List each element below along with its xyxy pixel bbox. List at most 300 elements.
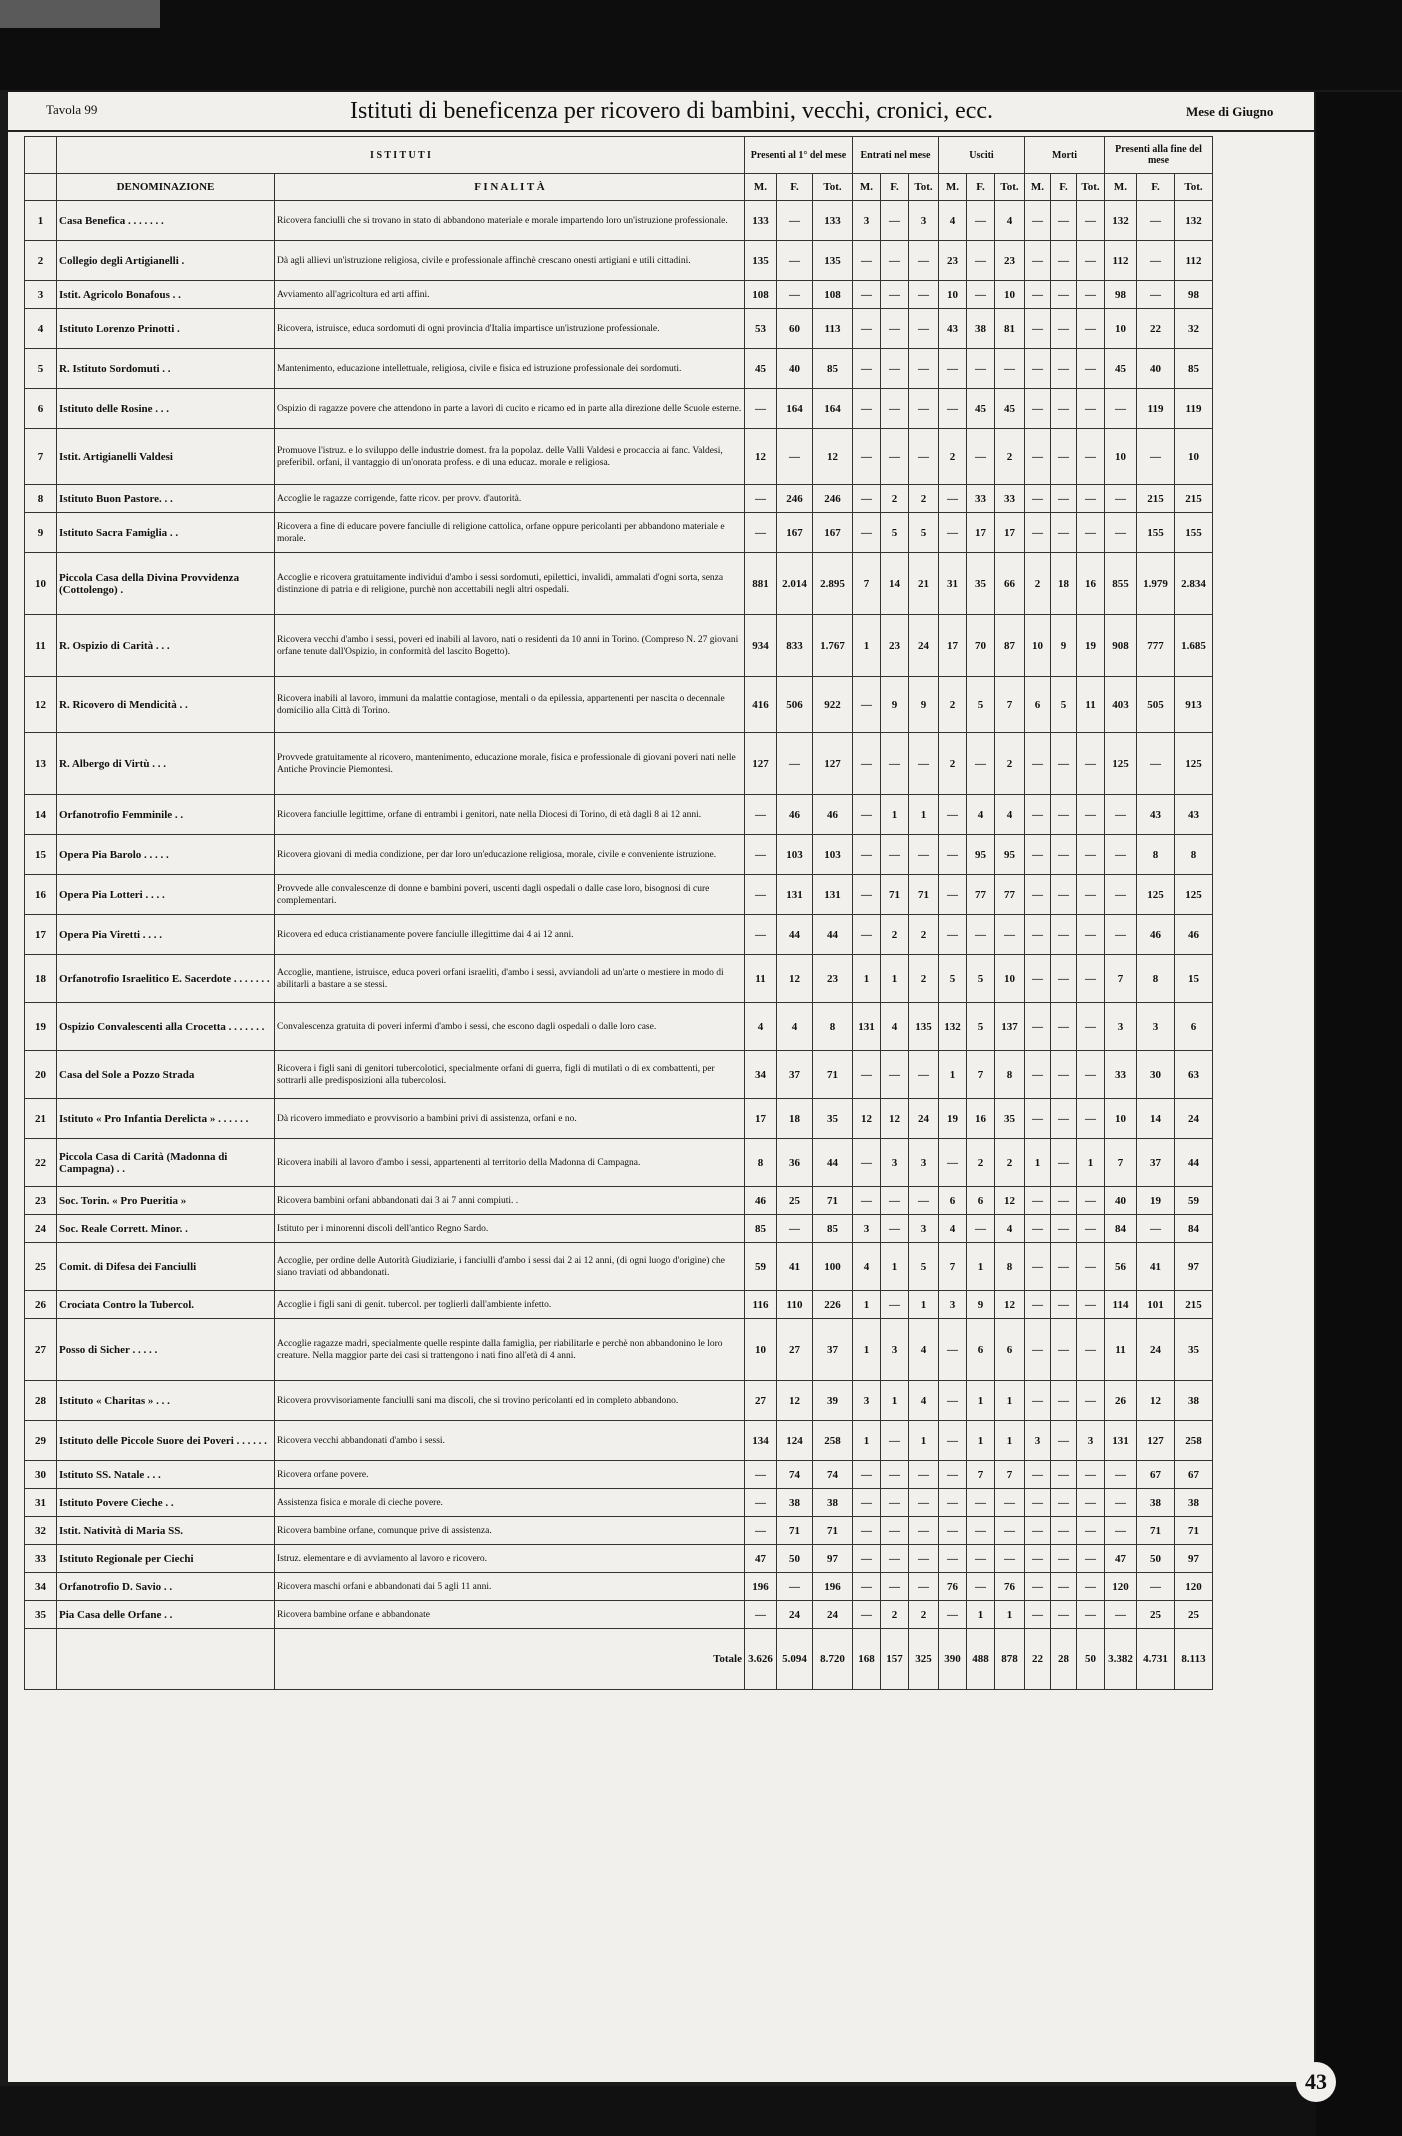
count-cell: — bbox=[1025, 1099, 1051, 1139]
table-row bbox=[25, 1489, 1213, 1517]
col-tot: Tot. bbox=[995, 174, 1025, 201]
count-cell: — bbox=[745, 915, 777, 955]
count-cell: — bbox=[1025, 733, 1051, 795]
institution-name: Ospizio Convalescenti alla Crocetta . . . . . . . bbox=[57, 1003, 275, 1051]
count-cell: 8 bbox=[1137, 835, 1175, 875]
count-cell: — bbox=[1077, 795, 1105, 835]
count-cell: 43 bbox=[1175, 795, 1213, 835]
table-row bbox=[25, 241, 1213, 281]
count-cell: — bbox=[1025, 349, 1051, 389]
count-cell: 12 bbox=[777, 955, 813, 1003]
row-number: 25 bbox=[25, 1243, 57, 1291]
row-number: 23 bbox=[25, 1187, 57, 1215]
count-cell: 19 bbox=[1077, 615, 1105, 677]
count-cell: 71 bbox=[881, 875, 909, 915]
col-m: M. bbox=[1025, 174, 1051, 201]
institution-name: Istituto Lorenzo Prinotti . bbox=[57, 309, 275, 349]
count-cell: — bbox=[853, 1601, 881, 1629]
count-cell: — bbox=[1051, 795, 1077, 835]
count-cell: — bbox=[939, 389, 967, 429]
count-cell: 4 bbox=[995, 201, 1025, 241]
count-cell: 74 bbox=[777, 1461, 813, 1489]
count-cell: — bbox=[853, 795, 881, 835]
count-cell: — bbox=[967, 1517, 995, 1545]
count-cell: 38 bbox=[967, 309, 995, 349]
table-row bbox=[25, 1291, 1213, 1319]
count-cell: — bbox=[745, 1601, 777, 1629]
count-cell: — bbox=[1025, 1291, 1051, 1319]
count-cell: — bbox=[1025, 1381, 1051, 1421]
col-m: M. bbox=[745, 174, 777, 201]
count-cell: 1 bbox=[881, 955, 909, 1003]
count-cell: 24 bbox=[1175, 1099, 1213, 1139]
count-cell: 95 bbox=[995, 835, 1025, 875]
count-cell: 66 bbox=[995, 553, 1025, 615]
count-cell: — bbox=[1051, 389, 1077, 429]
row-number: 35 bbox=[25, 1601, 57, 1629]
count-cell: — bbox=[853, 389, 881, 429]
count-cell: 24 bbox=[909, 1099, 939, 1139]
institution-name: Orfanotrofio Israelitico E. Sacerdote . . . . . . . bbox=[57, 955, 275, 1003]
count-cell: — bbox=[853, 281, 881, 309]
count-cell: — bbox=[1105, 485, 1137, 513]
row-number: 10 bbox=[25, 553, 57, 615]
count-cell: 4 bbox=[909, 1319, 939, 1381]
count-cell: — bbox=[967, 1215, 995, 1243]
count-cell: — bbox=[939, 1319, 967, 1381]
institution-name: Istituto delle Rosine . . . bbox=[57, 389, 275, 429]
count-cell: — bbox=[853, 1051, 881, 1099]
count-cell: — bbox=[1051, 1489, 1077, 1517]
scan-top-corner bbox=[0, 0, 160, 28]
count-cell: 45 bbox=[1105, 349, 1137, 389]
count-cell: 132 bbox=[1105, 201, 1137, 241]
count-cell: 71 bbox=[1175, 1517, 1213, 1545]
count-cell: — bbox=[1051, 1517, 1077, 1545]
count-cell: — bbox=[1077, 915, 1105, 955]
count-cell: 35 bbox=[967, 553, 995, 615]
count-cell: 38 bbox=[813, 1489, 853, 1517]
month-label: Mese di Giugno bbox=[1186, 104, 1274, 119]
count-cell: 45 bbox=[995, 389, 1025, 429]
count-cell: 43 bbox=[939, 309, 967, 349]
total-cell: 157 bbox=[881, 1629, 909, 1690]
count-cell: — bbox=[1025, 201, 1051, 241]
count-cell: 127 bbox=[813, 733, 853, 795]
count-cell: 5 bbox=[967, 677, 995, 733]
count-cell: — bbox=[853, 1139, 881, 1187]
count-cell: 3 bbox=[853, 1215, 881, 1243]
totals-row bbox=[25, 1629, 1213, 1690]
col-entrati: Entrati nel mese bbox=[853, 137, 939, 174]
count-cell: 2 bbox=[909, 915, 939, 955]
count-cell: — bbox=[853, 677, 881, 733]
count-cell: 1 bbox=[1025, 1139, 1051, 1187]
institution-name: Crociata Contro la Tubercol. bbox=[57, 1291, 275, 1319]
count-cell: — bbox=[1077, 1461, 1105, 1489]
institution-purpose: Ricovera inabili al lavoro d'ambo i sessi, appartenenti al territorio della Madonna di Campagna. bbox=[275, 1139, 745, 1187]
count-cell: 125 bbox=[1137, 875, 1175, 915]
count-cell: 2 bbox=[881, 485, 909, 513]
table-row bbox=[25, 281, 1213, 309]
count-cell: 37 bbox=[777, 1051, 813, 1099]
count-cell: 1 bbox=[967, 1243, 995, 1291]
institution-purpose: Ricovera fanciulle legittime, orfane di entrambi i genitori, nate nella Diocesi di Torino, di età dagli 8 ai 12 anni. bbox=[275, 795, 745, 835]
col-tot: Tot. bbox=[813, 174, 853, 201]
count-cell: 246 bbox=[777, 485, 813, 513]
count-cell: 132 bbox=[939, 1003, 967, 1051]
count-cell: 23 bbox=[939, 241, 967, 281]
count-cell: 46 bbox=[745, 1187, 777, 1215]
count-cell: — bbox=[1105, 389, 1137, 429]
count-cell: 113 bbox=[813, 309, 853, 349]
count-cell: — bbox=[1077, 1545, 1105, 1573]
count-cell: — bbox=[1077, 875, 1105, 915]
institution-purpose: Avviamento all'agricoltura ed arti affini. bbox=[275, 281, 745, 309]
row-number: 28 bbox=[25, 1381, 57, 1421]
count-cell: — bbox=[1051, 955, 1077, 1003]
count-cell: 98 bbox=[1175, 281, 1213, 309]
col-index-top bbox=[25, 137, 57, 174]
table-row bbox=[25, 875, 1213, 915]
institution-name: Pia Casa delle Orfane . . bbox=[57, 1601, 275, 1629]
count-cell: 1 bbox=[853, 955, 881, 1003]
count-cell: 4 bbox=[853, 1243, 881, 1291]
count-cell: 34 bbox=[745, 1051, 777, 1099]
col-index bbox=[25, 174, 57, 201]
count-cell: 135 bbox=[909, 1003, 939, 1051]
count-cell: — bbox=[909, 1517, 939, 1545]
table-row bbox=[25, 309, 1213, 349]
col-usciti: Usciti bbox=[939, 137, 1025, 174]
count-cell: — bbox=[881, 1215, 909, 1243]
count-cell: 134 bbox=[745, 1421, 777, 1461]
count-cell: 71 bbox=[777, 1517, 813, 1545]
scan-top-border bbox=[0, 0, 1402, 90]
count-cell: 1 bbox=[909, 1421, 939, 1461]
count-cell: 164 bbox=[777, 389, 813, 429]
count-cell: 2 bbox=[881, 1601, 909, 1629]
count-cell: 3 bbox=[853, 1381, 881, 1421]
institution-purpose: Dà ricovero immediato e provvisorio a bambini privi di assistenza, orfani e no. bbox=[275, 1099, 745, 1139]
count-cell: 35 bbox=[995, 1099, 1025, 1139]
count-cell: 1 bbox=[881, 795, 909, 835]
count-cell: — bbox=[1025, 1601, 1051, 1629]
count-cell: 38 bbox=[1137, 1489, 1175, 1517]
scan-bottom-border bbox=[0, 2086, 1316, 2136]
count-cell: 7 bbox=[967, 1461, 995, 1489]
count-cell: 44 bbox=[777, 915, 813, 955]
count-cell: — bbox=[881, 349, 909, 389]
header-rule bbox=[8, 130, 1314, 132]
count-cell: 135 bbox=[745, 241, 777, 281]
count-cell: — bbox=[1051, 1319, 1077, 1381]
count-cell: 77 bbox=[967, 875, 995, 915]
count-cell: 1 bbox=[939, 1051, 967, 1099]
col-tot: Tot. bbox=[1175, 174, 1213, 201]
count-cell: 56 bbox=[1105, 1243, 1137, 1291]
count-cell: — bbox=[939, 1545, 967, 1573]
page-title: Istituti di beneficenza per ricovero di bambini, vecchi, cronici, ecc. bbox=[350, 98, 994, 124]
count-cell: 50 bbox=[777, 1545, 813, 1573]
institution-purpose: Promuove l'istruz. e lo sviluppo delle industrie domest. fra la popolaz. delle Valli Valdesi e procaccia ai fanc. Valdesi, preferibil. orfani, il vantaggio di un'onorata profess. e di una educaz. morale e religiosa. bbox=[275, 429, 745, 485]
institution-name: R. Istituto Sordomuti . . bbox=[57, 349, 275, 389]
count-cell: 63 bbox=[1175, 1051, 1213, 1099]
count-cell: 125 bbox=[1175, 733, 1213, 795]
table-row bbox=[25, 1545, 1213, 1573]
count-cell: 7 bbox=[967, 1051, 995, 1099]
count-cell: — bbox=[853, 513, 881, 553]
count-cell: 38 bbox=[1175, 1381, 1213, 1421]
count-cell: 7 bbox=[995, 1461, 1025, 1489]
count-cell: 215 bbox=[1175, 485, 1213, 513]
count-cell: 16 bbox=[1077, 553, 1105, 615]
count-cell: 76 bbox=[939, 1573, 967, 1601]
count-cell: 23 bbox=[995, 241, 1025, 281]
table-row bbox=[25, 429, 1213, 485]
count-cell: — bbox=[853, 915, 881, 955]
institution-name: Orfanotrofio Femminile . . bbox=[57, 795, 275, 835]
count-cell: — bbox=[1051, 1215, 1077, 1243]
institution-name: Casa Benefica . . . . . . . bbox=[57, 201, 275, 241]
institution-purpose: Assistenza fisica e morale di cieche povere. bbox=[275, 1489, 745, 1517]
page-number: 43 bbox=[1296, 2062, 1336, 2102]
institution-purpose: Ricovera bambine orfane e abbandonate bbox=[275, 1601, 745, 1629]
header-row-sub bbox=[25, 174, 1213, 201]
total-cell: 8.113 bbox=[1175, 1629, 1213, 1690]
count-cell: — bbox=[745, 513, 777, 553]
count-cell: 47 bbox=[1105, 1545, 1137, 1573]
count-cell: — bbox=[939, 875, 967, 915]
institution-name: Istituto Povere Cieche . . bbox=[57, 1489, 275, 1517]
count-cell: 3 bbox=[881, 1319, 909, 1381]
count-cell: 100 bbox=[813, 1243, 853, 1291]
count-cell: — bbox=[1051, 1139, 1077, 1187]
table-row bbox=[25, 513, 1213, 553]
count-cell: 70 bbox=[967, 615, 995, 677]
count-cell: — bbox=[1077, 1517, 1105, 1545]
row-number: 9 bbox=[25, 513, 57, 553]
count-cell: 7 bbox=[1105, 1139, 1137, 1187]
institution-purpose: Ricovera vecchi abbandonati d'ambo i sessi. bbox=[275, 1421, 745, 1461]
count-cell: 46 bbox=[777, 795, 813, 835]
count-cell: — bbox=[939, 1381, 967, 1421]
row-number: 17 bbox=[25, 915, 57, 955]
count-cell: — bbox=[1051, 1421, 1077, 1461]
count-cell: — bbox=[1077, 1243, 1105, 1291]
count-cell: 23 bbox=[881, 615, 909, 677]
count-cell: — bbox=[1051, 1099, 1077, 1139]
count-cell: 1 bbox=[995, 1421, 1025, 1461]
count-cell: 119 bbox=[1175, 389, 1213, 429]
institution-name: Istit. Natività di Maria SS. bbox=[57, 1517, 275, 1545]
count-cell: 4 bbox=[995, 1215, 1025, 1243]
count-cell: — bbox=[1077, 733, 1105, 795]
count-cell: 85 bbox=[1175, 349, 1213, 389]
count-cell: 2.014 bbox=[777, 553, 813, 615]
count-cell: — bbox=[1051, 1187, 1077, 1215]
count-cell: 3 bbox=[1077, 1421, 1105, 1461]
count-cell: 10 bbox=[1105, 1099, 1137, 1139]
institution-name: Soc. Torin. « Pro Pueritia » bbox=[57, 1187, 275, 1215]
count-cell: 155 bbox=[1137, 513, 1175, 553]
row-number: 1 bbox=[25, 201, 57, 241]
count-cell: 44 bbox=[813, 915, 853, 955]
count-cell: 38 bbox=[1175, 1489, 1213, 1517]
count-cell: — bbox=[909, 1187, 939, 1215]
count-cell: — bbox=[1077, 429, 1105, 485]
col-istituti: I S T I T U T I bbox=[57, 137, 745, 174]
count-cell: 12 bbox=[1137, 1381, 1175, 1421]
count-cell: 4 bbox=[745, 1003, 777, 1051]
count-cell: — bbox=[1025, 309, 1051, 349]
count-cell: — bbox=[853, 1187, 881, 1215]
count-cell: — bbox=[1051, 485, 1077, 513]
col-m: M. bbox=[939, 174, 967, 201]
count-cell: 6 bbox=[967, 1187, 995, 1215]
col-tot: Tot. bbox=[909, 174, 939, 201]
row-number: 29 bbox=[25, 1421, 57, 1461]
institution-name: R. Albergo di Virtù . . . bbox=[57, 733, 275, 795]
count-cell: 5 bbox=[967, 1003, 995, 1051]
count-cell: 71 bbox=[813, 1051, 853, 1099]
count-cell: 16 bbox=[967, 1099, 995, 1139]
count-cell: 1 bbox=[853, 1319, 881, 1381]
count-cell: 45 bbox=[967, 389, 995, 429]
table-label: Tavola 99 bbox=[46, 102, 98, 117]
count-cell: 2.834 bbox=[1175, 553, 1213, 615]
row-number: 30 bbox=[25, 1461, 57, 1489]
count-cell: 131 bbox=[1105, 1421, 1137, 1461]
count-cell: — bbox=[1077, 1003, 1105, 1051]
count-cell: — bbox=[1025, 1243, 1051, 1291]
institution-name: Posso di Sicher . . . . . bbox=[57, 1319, 275, 1381]
count-cell: — bbox=[745, 485, 777, 513]
count-cell: — bbox=[1025, 955, 1051, 1003]
col-presenti-inizio: Presenti al 1° del mese bbox=[745, 137, 853, 174]
count-cell: 258 bbox=[1175, 1421, 1213, 1461]
count-cell: — bbox=[939, 1139, 967, 1187]
count-cell: 41 bbox=[1137, 1243, 1175, 1291]
count-cell: — bbox=[1025, 795, 1051, 835]
count-cell: 2 bbox=[1025, 553, 1051, 615]
count-cell: — bbox=[881, 1291, 909, 1319]
count-cell: — bbox=[745, 795, 777, 835]
count-cell: 22 bbox=[1137, 309, 1175, 349]
row-number: 2 bbox=[25, 241, 57, 281]
count-cell: — bbox=[853, 1517, 881, 1545]
count-cell: — bbox=[881, 1489, 909, 1517]
institution-name: Istituto delle Piccole Suore dei Poveri . . . . . . bbox=[57, 1421, 275, 1461]
institution-name: R. Ricovero di Mendicità . . bbox=[57, 677, 275, 733]
count-cell: — bbox=[939, 513, 967, 553]
institution-name: Casa del Sole a Pozzo Strada bbox=[57, 1051, 275, 1099]
count-cell: — bbox=[1051, 1601, 1077, 1629]
count-cell: 14 bbox=[881, 553, 909, 615]
count-cell: — bbox=[1025, 1545, 1051, 1573]
table-row bbox=[25, 1215, 1213, 1243]
row-number: 14 bbox=[25, 795, 57, 835]
count-cell: 98 bbox=[1105, 281, 1137, 309]
institution-purpose: Convalescenza gratuita di poveri infermi d'ambo i sessi, che escono dagli ospedali o dalle loro case. bbox=[275, 1003, 745, 1051]
table-body bbox=[25, 201, 1213, 1690]
institution-name: Istituto Sacra Famiglia . . bbox=[57, 513, 275, 553]
count-cell: — bbox=[1077, 281, 1105, 309]
count-cell: — bbox=[745, 1489, 777, 1517]
count-cell: 1 bbox=[853, 1291, 881, 1319]
count-cell: — bbox=[853, 429, 881, 485]
totals-label: Totale bbox=[275, 1629, 745, 1690]
count-cell: 2 bbox=[909, 485, 939, 513]
institution-purpose: Istituto per i minorenni discoli dell'antico Regno Sardo. bbox=[275, 1215, 745, 1243]
count-cell: — bbox=[967, 1545, 995, 1573]
institution-purpose: Ricovera vecchi d'ambo i sessi, poveri ed inabili al lavoro, nati o residenti da 10 anni in Torino. (Compreso N. 27 giovani orfane tenute dall'Ospizio, in conformità del lascito Bogetto). bbox=[275, 615, 745, 677]
count-cell: 19 bbox=[1137, 1187, 1175, 1215]
count-cell: 3 bbox=[853, 201, 881, 241]
count-cell: — bbox=[939, 1461, 967, 1489]
count-cell: 14 bbox=[1137, 1099, 1175, 1139]
count-cell: 24 bbox=[1137, 1319, 1175, 1381]
count-cell: 137 bbox=[995, 1003, 1025, 1051]
count-cell: — bbox=[967, 201, 995, 241]
institution-name: Piccola Casa di Carità (Madonna di Campagna) . . bbox=[57, 1139, 275, 1187]
count-cell: 1.979 bbox=[1137, 553, 1175, 615]
count-cell: — bbox=[909, 241, 939, 281]
count-cell: — bbox=[909, 281, 939, 309]
count-cell: — bbox=[1137, 733, 1175, 795]
count-cell: — bbox=[1077, 389, 1105, 429]
table-row bbox=[25, 1243, 1213, 1291]
count-cell: — bbox=[1025, 835, 1051, 875]
row-number: 21 bbox=[25, 1099, 57, 1139]
count-cell: — bbox=[1051, 915, 1077, 955]
count-cell: 30 bbox=[1137, 1051, 1175, 1099]
header-row-top bbox=[25, 137, 1213, 174]
count-cell: — bbox=[777, 281, 813, 309]
count-cell: 12 bbox=[995, 1291, 1025, 1319]
count-cell: 50 bbox=[1137, 1545, 1175, 1573]
count-cell: — bbox=[1077, 1381, 1105, 1421]
count-cell: — bbox=[777, 733, 813, 795]
count-cell: 9 bbox=[967, 1291, 995, 1319]
count-cell: 10 bbox=[1025, 615, 1051, 677]
count-cell: — bbox=[1051, 733, 1077, 795]
count-cell: 119 bbox=[1137, 389, 1175, 429]
total-cell: 3.626 bbox=[745, 1629, 777, 1690]
count-cell: — bbox=[881, 309, 909, 349]
institution-name: Istituto « Pro Infantia Derelicta » . . . . . . bbox=[57, 1099, 275, 1139]
count-cell: 6 bbox=[995, 1319, 1025, 1381]
row-number: 12 bbox=[25, 677, 57, 733]
count-cell: 12 bbox=[813, 429, 853, 485]
institution-name: Istituto Buon Pastore. . . bbox=[57, 485, 275, 513]
count-cell: 53 bbox=[745, 309, 777, 349]
count-cell: 59 bbox=[745, 1243, 777, 1291]
count-cell: 112 bbox=[1175, 241, 1213, 281]
count-cell: 7 bbox=[1105, 955, 1137, 1003]
count-cell: — bbox=[853, 1489, 881, 1517]
count-cell: — bbox=[1025, 1461, 1051, 1489]
count-cell: 17 bbox=[995, 513, 1025, 553]
count-cell: — bbox=[967, 733, 995, 795]
count-cell: 114 bbox=[1105, 1291, 1137, 1319]
count-cell: — bbox=[1051, 835, 1077, 875]
row-number: 3 bbox=[25, 281, 57, 309]
institution-name: Piccola Casa della Divina Provvidenza (Cottolengo) . bbox=[57, 553, 275, 615]
count-cell: — bbox=[1077, 1187, 1105, 1215]
count-cell: — bbox=[909, 1489, 939, 1517]
count-cell: 4 bbox=[777, 1003, 813, 1051]
